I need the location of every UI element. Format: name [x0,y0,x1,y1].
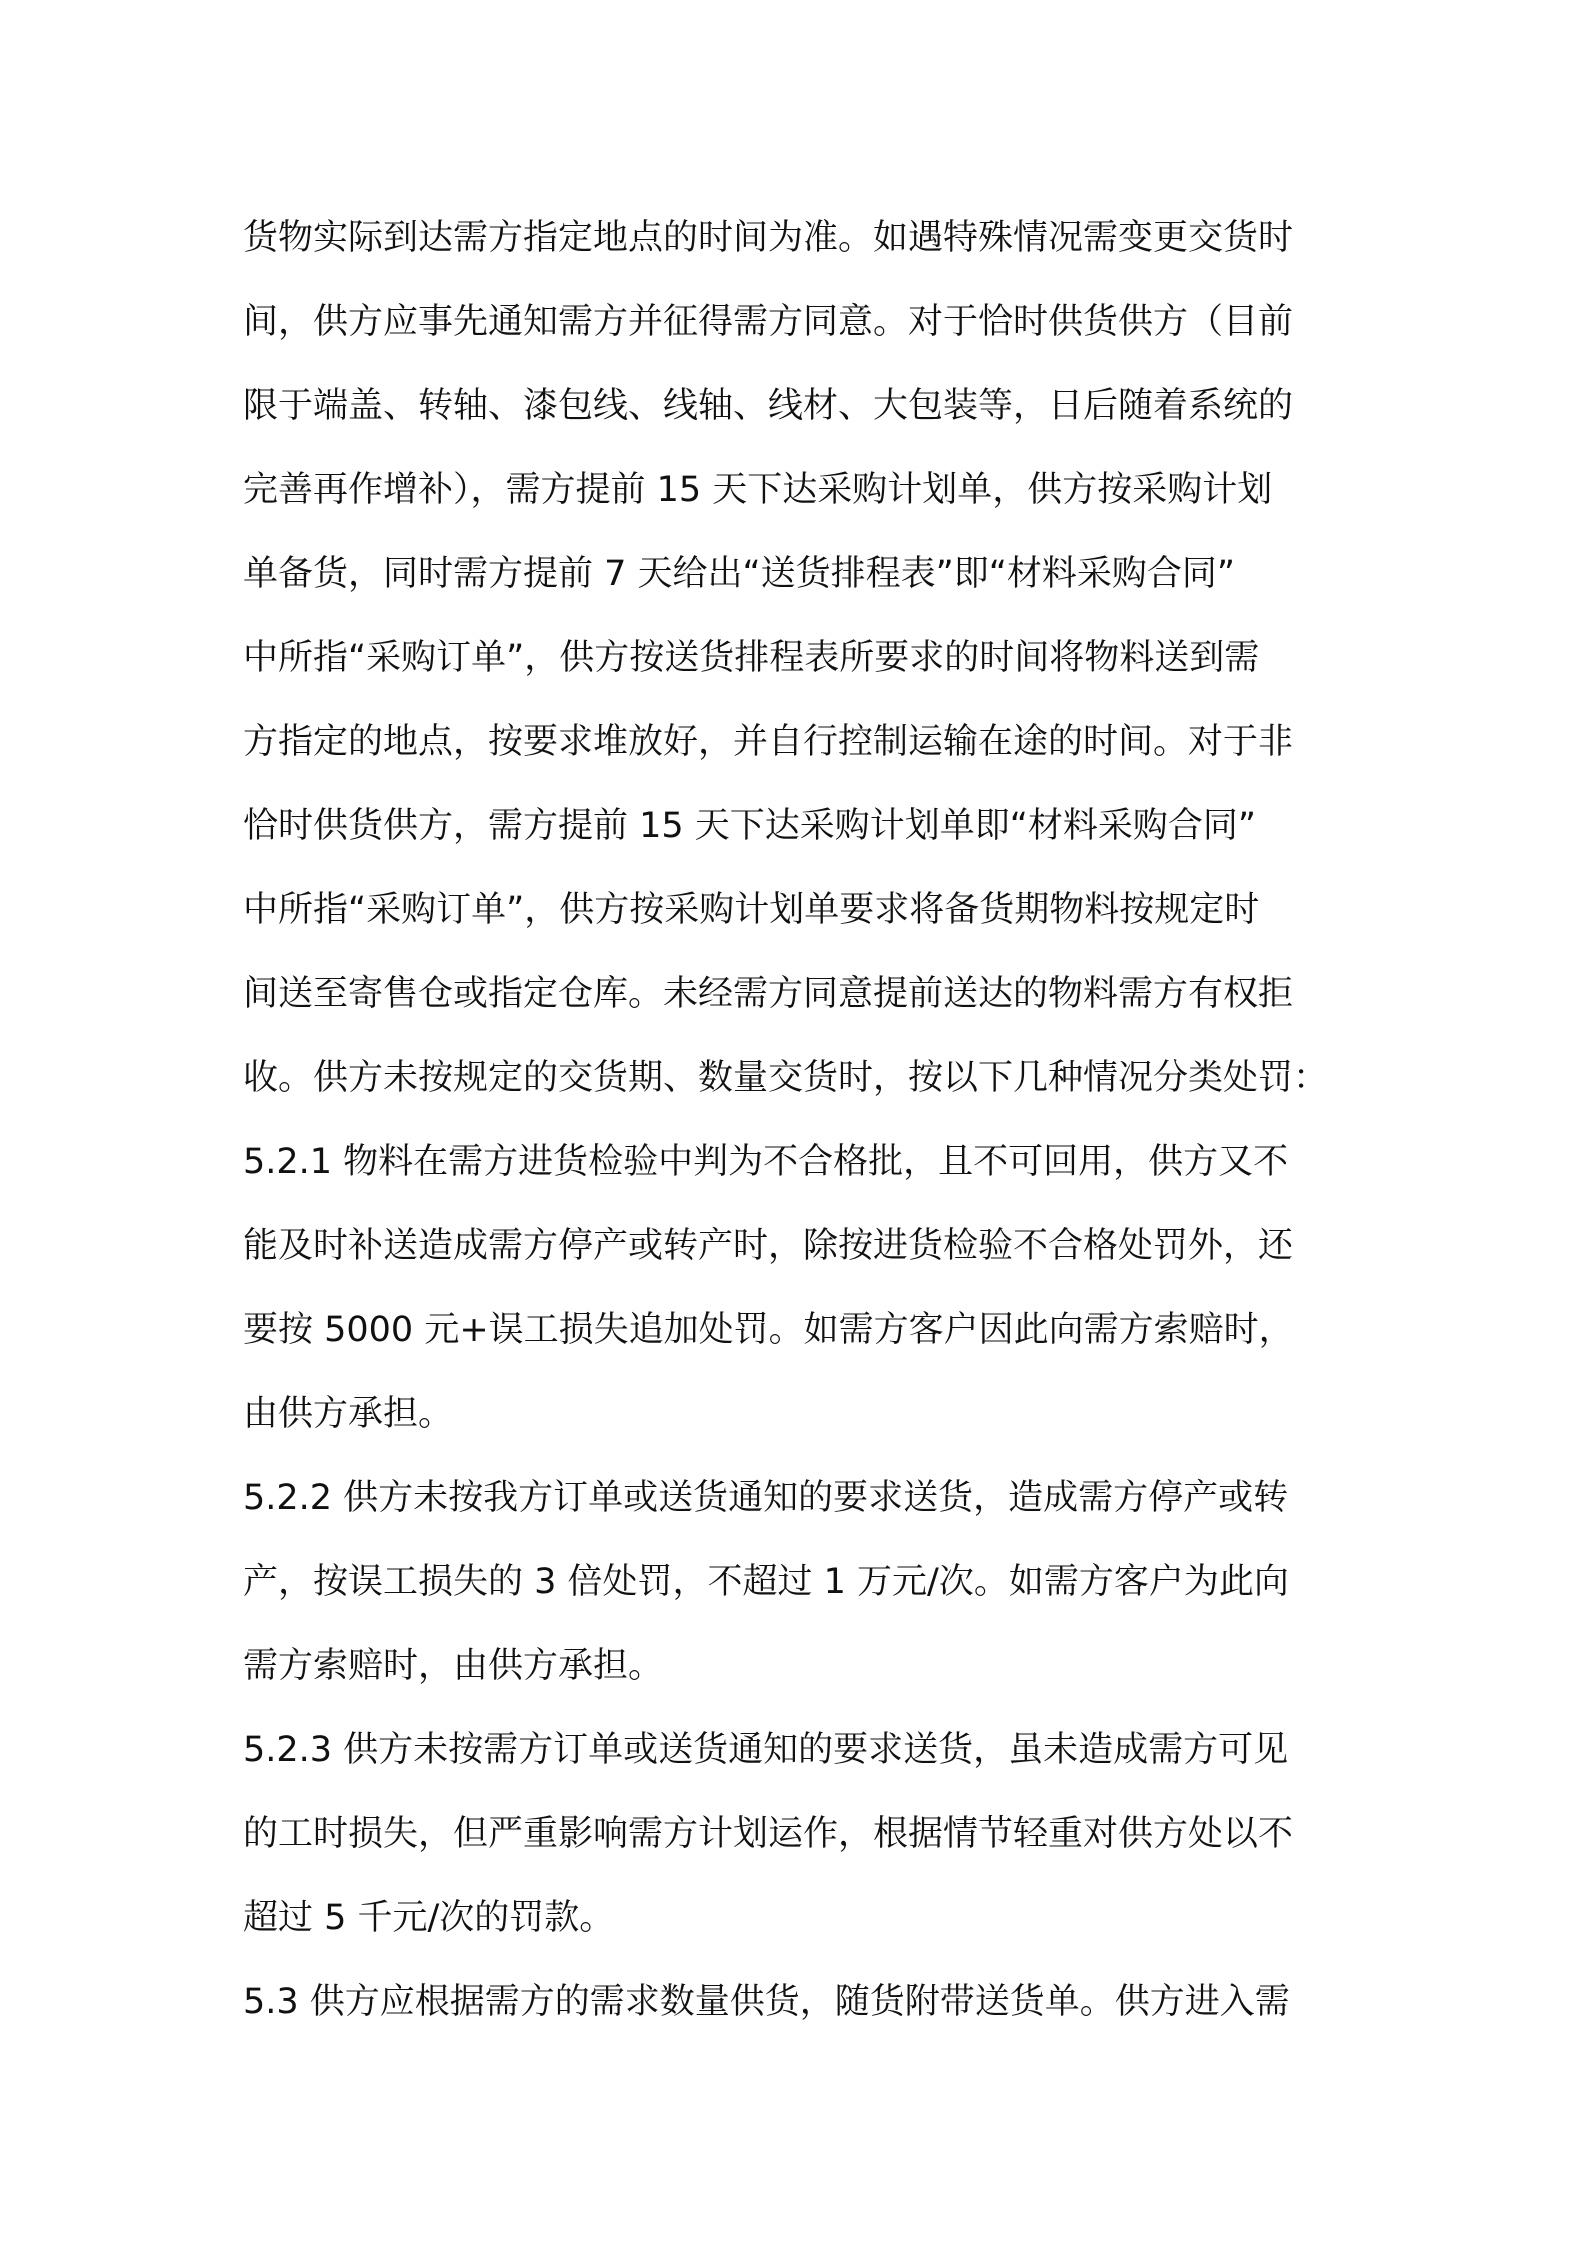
text-line: 收。供方未按规定的交货期、数量交货时，按以下几种情况分类处罚： [243,1058,1329,1098]
text-line: 超过 5 千元/次的罚款。 [243,1898,615,1938]
text-line: 限于端盖、转轴、漆包线、线轴、线材、大包装等，日后随着系统的 [243,386,1294,426]
text-line: 需方索赔时，由供方承担。 [243,1646,664,1686]
text-line: 能及时补送造成需方停产或转产时，除按进货检验不合格处罚外，还 [243,1226,1294,1266]
text-line: 由供方承担。 [243,1394,454,1434]
text-line: 方指定的地点，按要求堆放好，并自行控制运输在途的时间。对于非 [243,722,1294,762]
text-line: 间，供方应事先通知需方并征得需方同意。对于恰时供货供方（目前 [243,302,1294,342]
clause-5-2-3-line: 5.2.3 供方未按需方订单或送货通知的要求送货，虽未造成需方可见 [243,1730,1289,1770]
clause-5-2-2-line: 5.2.2 供方未按我方订单或送货通知的要求送货，造成需方停产或转 [243,1478,1289,1518]
clause-5-3-line: 5.3 供方应根据需方的需求数量供货，随货附带送货单。供方进入需 [243,1982,1290,2022]
text-line: 的工时损失，但严重影响需方计划运作，根据情节轻重对供方处以不 [243,1814,1294,1854]
text-line: 要按 5000 元+误工损失追加处罚。如需方客户因此向需方索赔时， [243,1310,1294,1350]
text-line: 产，按误工损失的 3 倍处罚，不超过 1 万元/次。如需方客户为此向 [243,1562,1289,1602]
clause-5-2-1-line: 5.2.1 物料在需方进货检验中判为不合格批，且不可回用，供方又不 [243,1142,1289,1182]
text-line: 完善再作增补），需方提前 15 天下达采购计划单，供方按采购计划 [243,470,1273,510]
text-line: 恰时供货供方，需方提前 15 天下达采购计划单即“材料采购合同” [243,806,1257,846]
text-line: 间送至寄售仓或指定仓库。未经需方同意提前送达的物料需方有权拒 [243,974,1294,1014]
text-line: 中所指“采购订单”，供方按送货排程表所要求的时间将物料送到需 [243,638,1260,678]
text-line: 单备货，同时需方提前 7 天给出“送货排程表”即“材料采购合同” [243,554,1236,594]
text-line: 中所指“采购订单”，供方按采购计划单要求将备货期物料按规定时 [243,890,1260,930]
text-line: 货物实际到达需方指定地点的时间为准。如遇特殊情况需变更交货时 [243,218,1294,258]
document-body [243,196,1353,2044]
